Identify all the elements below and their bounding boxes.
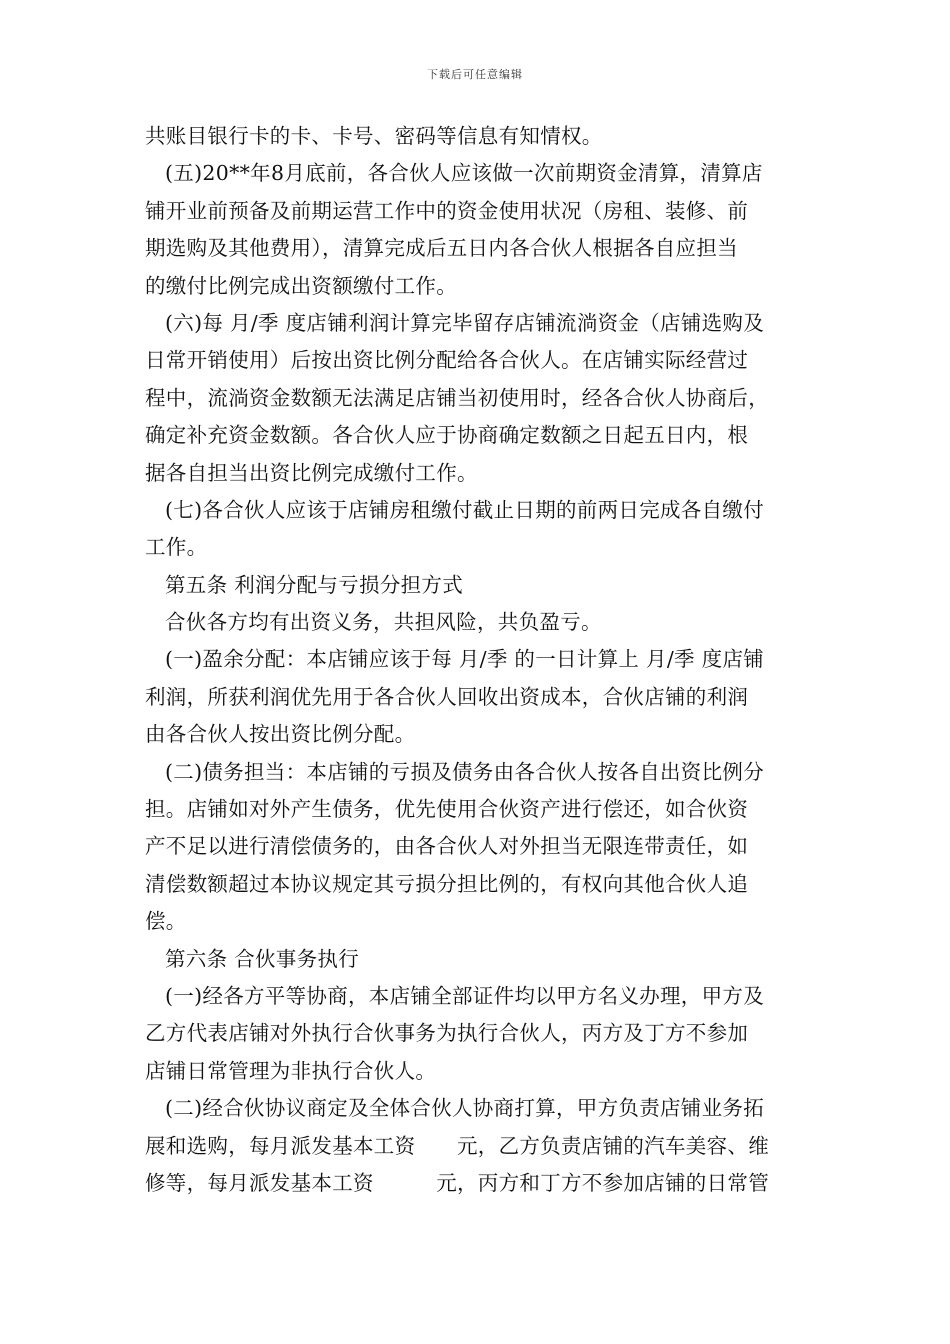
page-header: 下载后可任意编辑	[427, 68, 523, 81]
text-line: (一)盈余分配：本店铺应该于每 月/季 的一日计算上 月/季 度店铺	[165, 647, 765, 672]
text-line: 铺开业前预备及前期运营工作中的资金使用状况（房租、装修、前	[145, 198, 749, 223]
text-line: 程中，流淌资金数额无法满足店铺当初使用时，经各合伙人协商后，	[145, 385, 769, 410]
text-line: (六)每 月/季 度店铺利润计算完毕留存店铺流淌资金（店铺选购及	[165, 310, 765, 335]
text-line: 合伙各方均有出资义务，共担风险，共负盈亏。	[165, 610, 602, 635]
text-line: 工作。	[145, 535, 208, 560]
text-line: 期选购及其他费用），清算完成后五日内各合伙人根据各自应担当	[145, 236, 738, 261]
text-line: 确定补充资金数额。各合伙人应于协商确定数额之日起五日内，根	[145, 423, 749, 448]
text-line: 修等，每月派发基本工资 元，丙方和丁方不参加店铺的日常管	[145, 1170, 769, 1195]
text-line: 的缴付比例完成出资额缴付工作。	[145, 273, 457, 298]
text-line: (七)各合伙人应该于店铺房租缴付截止日期的前两日完成各自缴付	[165, 497, 764, 522]
text-line: 展和选购，每月派发基本工资 元，乙方负责店铺的汽车美容、维	[145, 1133, 769, 1158]
text-line: 日常开销使用）后按出资比例分配给各合伙人。在店铺实际经营过	[145, 348, 749, 373]
text-line: 利润，所获利润优先用于各合伙人回收出资成本，合伙店铺的利润	[145, 684, 749, 709]
text-line: (一)经各方平等协商，本店铺全部证件均以甲方名义办理，甲方及	[165, 983, 764, 1008]
text-line: 产不足以进行清偿债务的，由各合伙人对外担当无限连带责任，如	[145, 834, 749, 859]
section-heading: 第五条 利润分配与亏损分担方式	[165, 572, 464, 597]
text-line: (五)20**年8月底前，各合伙人应该做一次前期资金清算，清算店	[165, 161, 763, 186]
text-line: 清偿数额超过本协议规定其亏损分担比例的，有权向其他合伙人追	[145, 871, 749, 896]
section-heading: 第六条 合伙事务执行	[165, 946, 360, 971]
text-line: (二)债务担当：本店铺的亏损及债务由各合伙人按各自出资比例分	[165, 759, 764, 784]
text-line: 店铺日常管理为非执行合伙人。	[145, 1058, 437, 1083]
text-line: 担。店铺如对外产生债务，优先使用合伙资产进行偿还，如合伙资	[145, 797, 749, 822]
text-line: 据各自担当出资比例完成缴付工作。	[145, 460, 478, 485]
text-line: 偿。	[145, 909, 187, 934]
text-line: 由各合伙人按出资比例分配。	[145, 722, 416, 747]
text-line: (二)经合伙协议商定及全体合伙人协商打算，甲方负责店铺业务拓	[165, 1096, 764, 1121]
text-line: 共账目银行卡的卡、卡号、密码等信息有知情权。	[145, 124, 603, 148]
document-body	[145, 118, 815, 1202]
text-line: 乙方代表店铺对外执行合伙事务为执行合伙人，丙方及丁方不参加	[145, 1021, 749, 1046]
